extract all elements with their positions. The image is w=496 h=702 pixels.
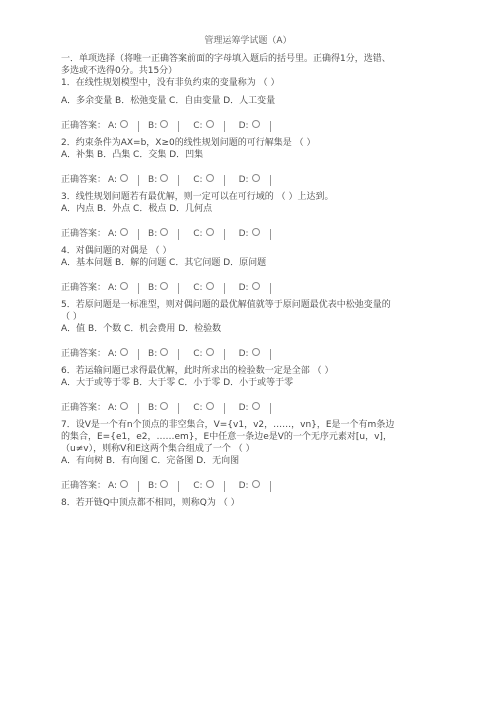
answer-label: 正确答案： [61, 403, 107, 413]
divider [178, 283, 179, 294]
answer-option-a[interactable]: A: [108, 480, 139, 492]
divider [224, 121, 225, 132]
radio-button[interactable] [120, 480, 128, 488]
question-stem: 7．设V是一个有n个顶点的非空集合，V={v1，v2，……，vn}，E是一个有m条边的集合，E={e1，e2，……em}，E中任意一条边e是V的一个无序元素对[u，v]，（u≠v），则称V和E这两个集合组成了一个 （ ） [61, 420, 395, 454]
answer-option-c[interactable]: C: [193, 348, 224, 360]
radio-button[interactable] [252, 282, 260, 290]
answer-row [61, 173, 397, 187]
answer-row [61, 479, 397, 493]
answer-option-a[interactable]: A: [108, 228, 139, 240]
radio-button[interactable] [160, 348, 168, 356]
answer-option-d[interactable]: D: [239, 402, 271, 414]
divider [270, 175, 271, 186]
answer-option-b[interactable]: B: [148, 120, 179, 132]
answer-row [61, 401, 397, 415]
answer-row [61, 281, 397, 295]
question-stem: 2．约束条件为AX=b，X≥0的线性规划问题的可行解集是 （ ） [61, 138, 316, 148]
radio-button[interactable] [252, 120, 260, 128]
divider [224, 229, 225, 240]
question-list [61, 53, 397, 509]
radio-button[interactable] [160, 228, 168, 236]
answer-label: 正确答案： [61, 283, 107, 293]
radio-button[interactable] [120, 120, 128, 128]
radio-button[interactable] [206, 402, 214, 410]
answer-option-a[interactable]: A: [108, 348, 139, 360]
answer-option-d[interactable]: D: [239, 282, 271, 294]
radio-button[interactable] [252, 228, 260, 236]
question-options: A．大于或等于零 B．大于零 C．小于零 D．小于或等于零 [61, 378, 294, 388]
answer-label: 正确答案： [61, 175, 107, 185]
answer-option-a[interactable]: A: [108, 282, 139, 294]
divider [178, 349, 179, 360]
radio-button[interactable] [206, 282, 214, 290]
answer-option-a[interactable]: A: [108, 402, 139, 414]
divider [270, 283, 271, 294]
divider [178, 403, 179, 414]
divider [270, 481, 271, 492]
answer-row [61, 347, 397, 361]
answer-option-b[interactable]: B: [148, 402, 179, 414]
answer-option-b[interactable]: B: [148, 480, 179, 492]
answer-option-d[interactable]: D: [239, 480, 271, 492]
divider [224, 349, 225, 360]
divider [270, 121, 271, 132]
answer-label: 正确答案： [61, 121, 107, 131]
divider [224, 481, 225, 492]
divider [138, 229, 139, 240]
divider [138, 121, 139, 132]
answer-option-c[interactable]: C: [193, 282, 224, 294]
question-stem: 5．若原问题是一标准型，则对偶问题的最优解值就等于原问题最优表中松弛变量的 （ ） [61, 300, 391, 322]
divider [138, 403, 139, 414]
page-title: 管理运筹学试题（A） [204, 36, 292, 46]
divider [138, 175, 139, 186]
divider [224, 283, 225, 294]
radio-button[interactable] [160, 480, 168, 488]
section-heading: 一．单项选择（将唯一正确答案前面的字母填入题后的括号里。正确得1分，选错、多选或不选得0分。共15分） [61, 54, 391, 76]
answer-option-c[interactable]: C: [193, 480, 224, 492]
radio-button[interactable] [252, 480, 260, 488]
question-options: A．补集 B．凸集 C．交集 D．凹集 [61, 150, 204, 160]
question-options: A．有向树 B．有向图 C．完备图 D．无向图 [61, 456, 240, 466]
question-stem: 6．若运输问题已求得最优解，此时所求出的检验数一定是全部 （ ） [61, 366, 334, 376]
divider [138, 349, 139, 360]
radio-button[interactable] [120, 348, 128, 356]
question-options: A．内点 B．外点 C．极点 D．几何点 [61, 204, 213, 214]
radio-button[interactable] [160, 120, 168, 128]
divider [178, 229, 179, 240]
radio-button[interactable] [252, 402, 260, 410]
divider [178, 121, 179, 132]
answer-row [61, 227, 397, 241]
answer-option-c[interactable]: C: [193, 174, 224, 186]
divider [270, 349, 271, 360]
divider [138, 283, 139, 294]
radio-button[interactable] [120, 282, 128, 290]
answer-option-c[interactable]: C: [193, 402, 224, 414]
radio-button[interactable] [120, 402, 128, 410]
question-options: A．基本问题 B．解的问题 C．其它问题 D．原问题 [61, 258, 267, 268]
answer-option-c[interactable]: C: [193, 228, 224, 240]
radio-button[interactable] [206, 174, 214, 182]
radio-button[interactable] [120, 228, 128, 236]
radio-button[interactable] [206, 120, 214, 128]
answer-option-b[interactable]: B: [148, 228, 179, 240]
radio-button[interactable] [252, 348, 260, 356]
divider [224, 403, 225, 414]
answer-row [61, 119, 397, 133]
divider [138, 481, 139, 492]
divider [178, 175, 179, 186]
divider [270, 403, 271, 414]
radio-button[interactable] [206, 228, 214, 236]
answer-option-b[interactable]: B: [148, 348, 179, 360]
question-stem: 3．线性规划问题若有最优解，则一定可以在可行域的 （ ）上达到。 [61, 192, 334, 202]
answer-label: 正确答案： [61, 481, 107, 491]
radio-button[interactable] [206, 348, 214, 356]
answer-option-d[interactable]: D: [239, 228, 271, 240]
divider [224, 175, 225, 186]
question-stem: 8．若开链Q中顶点都不相同，则称Q为 （ ） [61, 498, 240, 508]
answer-option-a[interactable]: A: [108, 174, 139, 186]
answer-label: 正确答案： [61, 349, 107, 359]
answer-option-b[interactable]: B: [148, 282, 179, 294]
radio-button[interactable] [120, 174, 128, 182]
answer-option-a[interactable]: A: [108, 120, 139, 132]
answer-option-d[interactable]: D: [239, 120, 271, 132]
divider [270, 229, 271, 240]
answer-option-d[interactable]: D: [239, 174, 271, 186]
radio-button[interactable] [160, 402, 168, 410]
answer-option-d[interactable]: D: [239, 348, 271, 360]
question-options: A．多余变量 B．松弛变量 C．自由变量 D．人工变量 [61, 96, 276, 106]
radio-button[interactable] [160, 282, 168, 290]
answer-option-c[interactable]: C: [193, 120, 224, 132]
question-stem: 4．对偶问题的对偶是 （ ） [61, 246, 172, 256]
question-options: A．值 B．个数 C．机会费用 D．检验数 [61, 324, 222, 334]
radio-button[interactable] [160, 174, 168, 182]
answer-option-b[interactable]: B: [148, 174, 179, 186]
question-stem: 1．在线性规划模型中，没有非负约束的变量称为 （ ） [61, 78, 280, 88]
divider [178, 481, 179, 492]
answer-label: 正确答案： [61, 229, 107, 239]
radio-button[interactable] [252, 174, 260, 182]
radio-button[interactable] [206, 480, 214, 488]
